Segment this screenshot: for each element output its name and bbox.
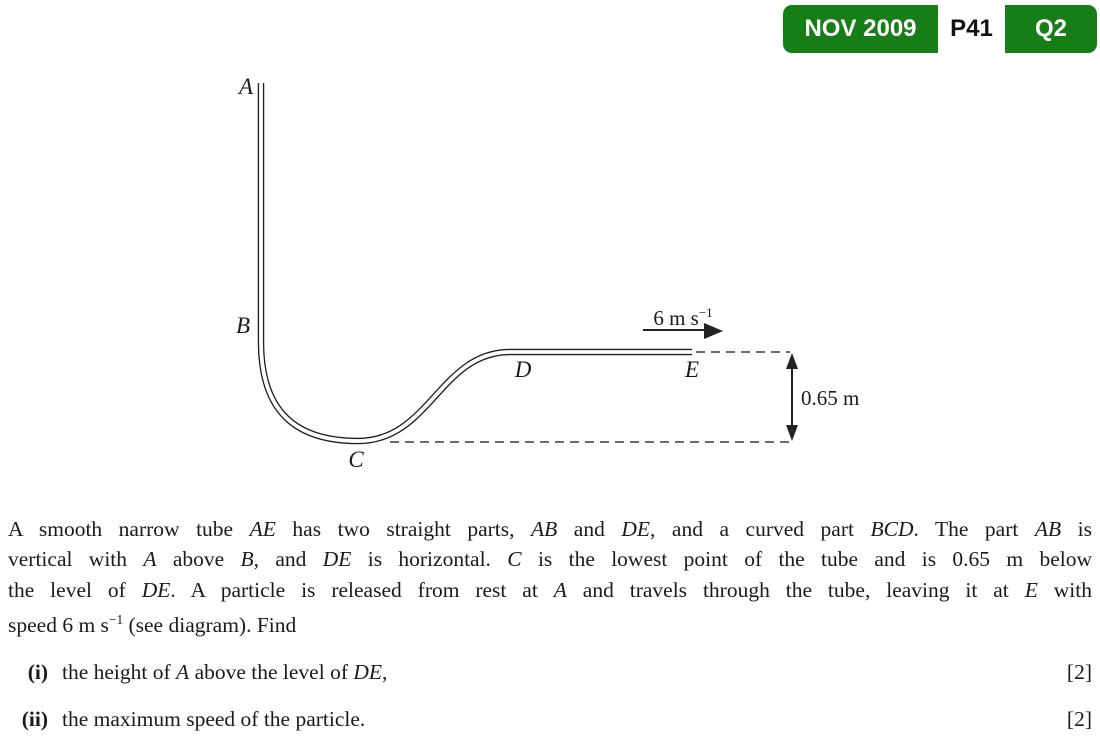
- height-measure-arrow: [786, 353, 798, 441]
- question-part-i: [8, 657, 1092, 687]
- part-ii-text: the maximum speed of the particle.: [62, 707, 366, 731]
- problem-line-2: vertical with A above B, and DE is horizontal. C is the lowest point of the tube and is 0.65 m below: [8, 547, 1092, 572]
- up-arrowhead-icon: [786, 353, 798, 369]
- point-label-e: E: [684, 357, 700, 382]
- question-part-ii: [8, 704, 1092, 734]
- part-ii-marks: [2]: [1066, 707, 1092, 731]
- tube-inner-path: [261, 83, 692, 441]
- part-ii-number: (ii): [21, 707, 48, 731]
- point-label-c: C: [348, 447, 364, 472]
- problem-line-1: A smooth narrow tube AE has two straight parts, AB and DE, and a curved part BCD. The part AB is: [8, 517, 1092, 541]
- problem-line-4: speed 6 m $s^{-1}$ (see diagram). Find: [8, 612, 297, 638]
- down-arrowhead-icon: [786, 425, 798, 441]
- point-label-b: B: [235, 313, 251, 338]
- height-value-label: 0.65 m: [801, 386, 860, 410]
- exit-speed-label: 6 m $s^{-1}$: [653, 305, 713, 330]
- problem-line-3: the level of DE. A particle is released from rest at A and travels through the tube, leaving it at E with: [8, 577, 1092, 602]
- part-i-marks: [2]: [1066, 660, 1092, 684]
- badge-paper-label: P41: [938, 5, 1005, 53]
- tube-outline-path: [261, 83, 692, 441]
- point-label-d: D: [514, 357, 532, 382]
- part-i-number: (i): [27, 660, 48, 684]
- badge-question-label: Q2: [1034, 15, 1067, 42]
- problem-statement: [8, 514, 1092, 641]
- badge-session-label: NOV 2009: [804, 15, 917, 42]
- point-label-a: A: [238, 74, 254, 99]
- part-i-text: the height of A above the level of DE,: [62, 660, 388, 684]
